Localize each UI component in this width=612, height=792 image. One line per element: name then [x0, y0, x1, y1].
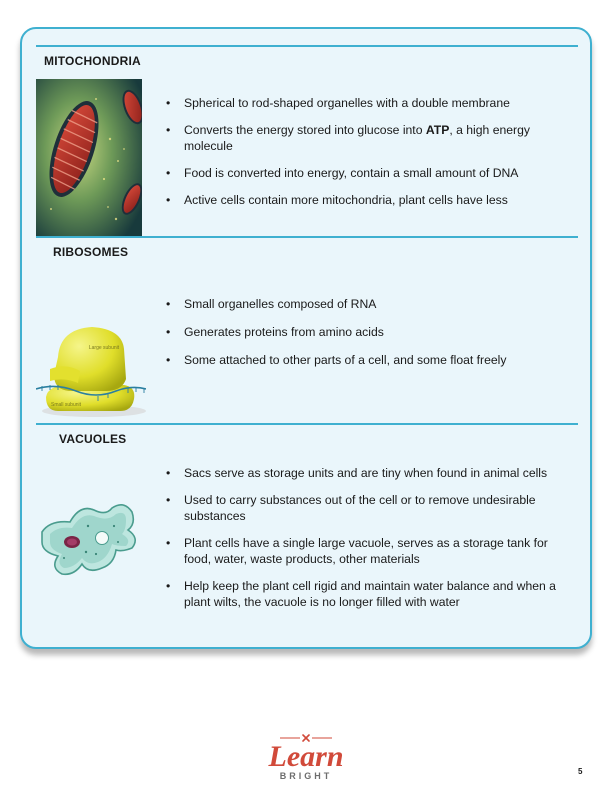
section-divider: [36, 236, 578, 238]
list-item: • Food is converted into energy, contain a small amount of DNA: [164, 165, 564, 181]
amoeba-cell-image: [36, 494, 146, 584]
learn-bright-logo: [246, 732, 366, 782]
vacuoles-bullet-list: [164, 465, 564, 610]
section-heading-ribosomes: RIBOSOMES: [53, 245, 129, 259]
list-item: • Generates proteins from amino acids: [164, 324, 564, 340]
section-heading-mitochondria: MITOCHONDRIA: [44, 54, 141, 68]
list-item: • Used to carry substances out of the cell or to remove undesirable substances: [164, 492, 564, 524]
list-item: • Spherical to rod-shaped organelles with a double membrane: [164, 95, 564, 111]
ribosome-small-label: Small subunit: [50, 402, 82, 408]
logo-bright-text: BRIGHT: [279, 771, 333, 781]
list-item: • Converts the energy stored into glucose into ATP, a high energy molecule: [164, 122, 564, 154]
logo-learn-text: Learn: [268, 740, 344, 773]
section-divider: [36, 423, 578, 425]
ribosome-large-label: Large subunit: [88, 345, 120, 351]
list-item: • Plant cells have a single large vacuole, serves as a storage tank for food, water, waste products, other materials: [164, 535, 564, 567]
content-card: [20, 27, 592, 649]
mitochondria-image: [36, 79, 142, 237]
list-item: • Help keep the plant cell rigid and maintain water balance and when a plant wilts, the vacuole is no longer filled with water: [164, 578, 564, 610]
page-number: 5: [578, 767, 583, 776]
list-item: • Active cells contain more mitochondria, plant cells have less: [164, 192, 564, 208]
list-item: • Sacs serve as storage units and are tiny when found in animal cells: [164, 465, 564, 481]
ribosome-image: [36, 319, 146, 419]
section-heading-vacuoles: VACUOLES: [59, 432, 127, 446]
list-item: • Some attached to other parts of a cell, and some float freely: [164, 352, 564, 368]
list-item: • Small organelles composed of RNA: [164, 296, 564, 312]
mitochondria-bullet-list: [164, 95, 564, 208]
section-divider: [36, 45, 578, 47]
ribosomes-bullet-list: [164, 296, 564, 368]
